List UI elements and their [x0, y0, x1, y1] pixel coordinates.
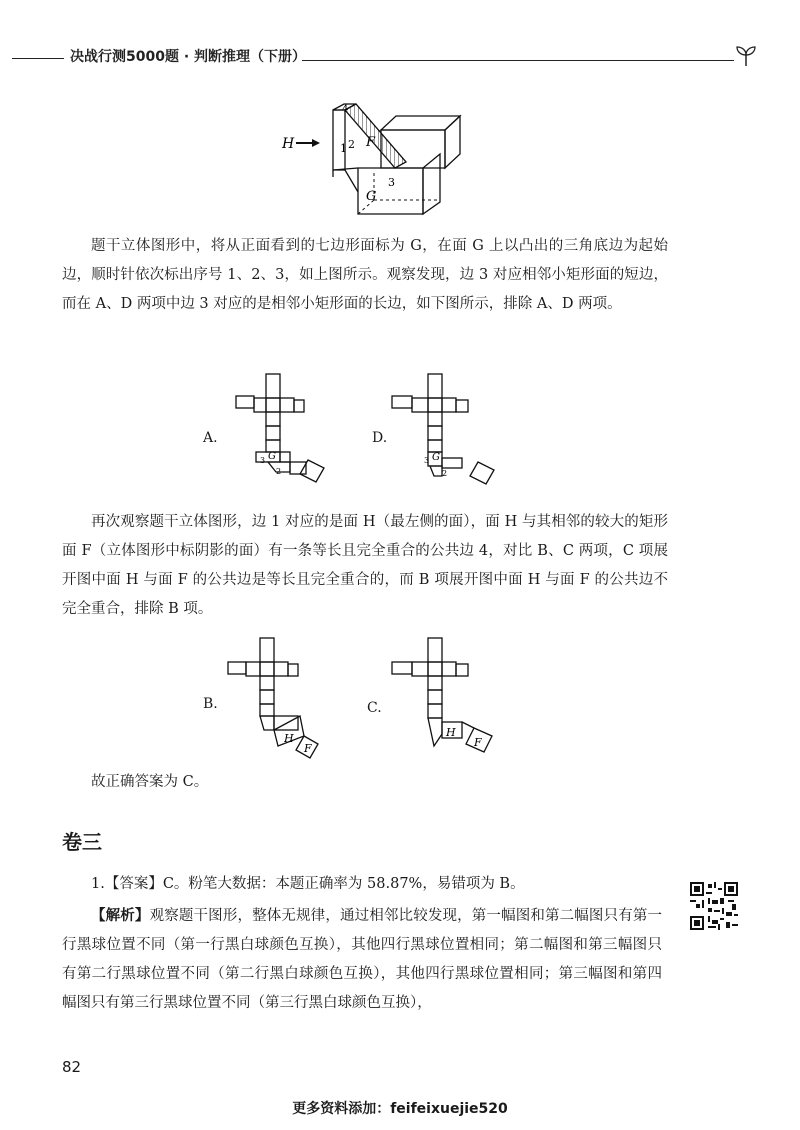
label-2: 2 [348, 138, 355, 151]
analysis-tag: 【解析】 [91, 908, 150, 924]
option-d-g: G [432, 452, 440, 463]
net-figure-b [224, 636, 344, 762]
label-g: G [366, 189, 377, 204]
page-header [0, 40, 800, 76]
label-f: F [366, 135, 376, 150]
solid-figure [278, 102, 468, 232]
label-3: 3 [388, 176, 395, 189]
sprout-icon [733, 42, 759, 68]
analysis-text: 观察题干图形，整体无规律，通过相邻比较发现，第一幅图和第二幅图只有第一行黑球位置不同（第一行黑白球颜色互换），其他四行黑球位置相同；第二幅图和第三幅图只有第二行黑球位置不同（第二行黑白球颜色互换），其他四行黑球位置相同；第三幅图和第四幅图只有第三行黑球位置不同（第三行黑白球颜色互换）， [62, 908, 663, 1011]
page-number: 82 [62, 1058, 82, 1076]
header-rule-left [12, 58, 64, 59]
section-title: 卷三 [62, 830, 102, 854]
option-c-f: F [474, 736, 482, 749]
option-b-f: F [304, 742, 312, 755]
option-a-g: G [268, 451, 276, 462]
answer-line: 1.【答案】C。粉笔大数据：本题正确率为 58.87%，易错项为 B。 [91, 876, 525, 892]
label-h: H [282, 136, 295, 152]
option-a-2: 2 [276, 467, 282, 476]
paragraph-3: 故正确答案为 C。 [91, 774, 209, 790]
paragraph-1: 题干立体图形中，将从正面看到的七边形面标为 G，在面 G 上以凸出的三角底边为起始边，顺时针依次标出序号 1、2、3，如上图所示。观察发现，边 3 对应相邻小矩形面的短边，而在 A、D 两项中边 3 对应的是相邻小矩形面的长边，如下图所示，排除 A、D 两项。 [62, 238, 668, 312]
net-figure-a [230, 372, 350, 492]
paragraph-2: 再次观察题干立体图形，边 1 对应的是面 H（最左侧的面），面 H 与其相邻的较大的矩形面 F（立体图形中标阴影的面）有一条等长且完全重合的公共边 4，对比 B、C 两项，C 项展开图中面 H 与面 F 的公共边是等长且完全重合的，而 B 项展开图中面 H 与面 F 的公共边不完全重合，排除 B 项。 [62, 514, 668, 617]
option-a-3: 3 [260, 456, 266, 465]
header-rule-right [302, 60, 734, 61]
header-title: 决战行测5000题 · 判断推理（下册） [70, 49, 307, 65]
option-c-h: H [446, 726, 456, 739]
option-d-3: 3 [424, 456, 430, 465]
footer-note: 更多资料添加：feifeixuejie520 [292, 1101, 508, 1117]
label-4: 4 [342, 104, 349, 115]
option-b-h: H [284, 732, 294, 745]
analysis-paragraph [62, 902, 662, 1018]
qr-code-icon [688, 880, 740, 932]
label-1: 1 [340, 142, 347, 155]
option-b-label: B. [203, 696, 218, 712]
option-c-label: C. [367, 700, 382, 716]
option-d-label: D. [372, 430, 388, 446]
net-figure-c [386, 636, 506, 762]
option-d-2: 2 [442, 469, 448, 478]
option-a-label: A. [203, 430, 218, 446]
net-figure-d [386, 372, 506, 492]
